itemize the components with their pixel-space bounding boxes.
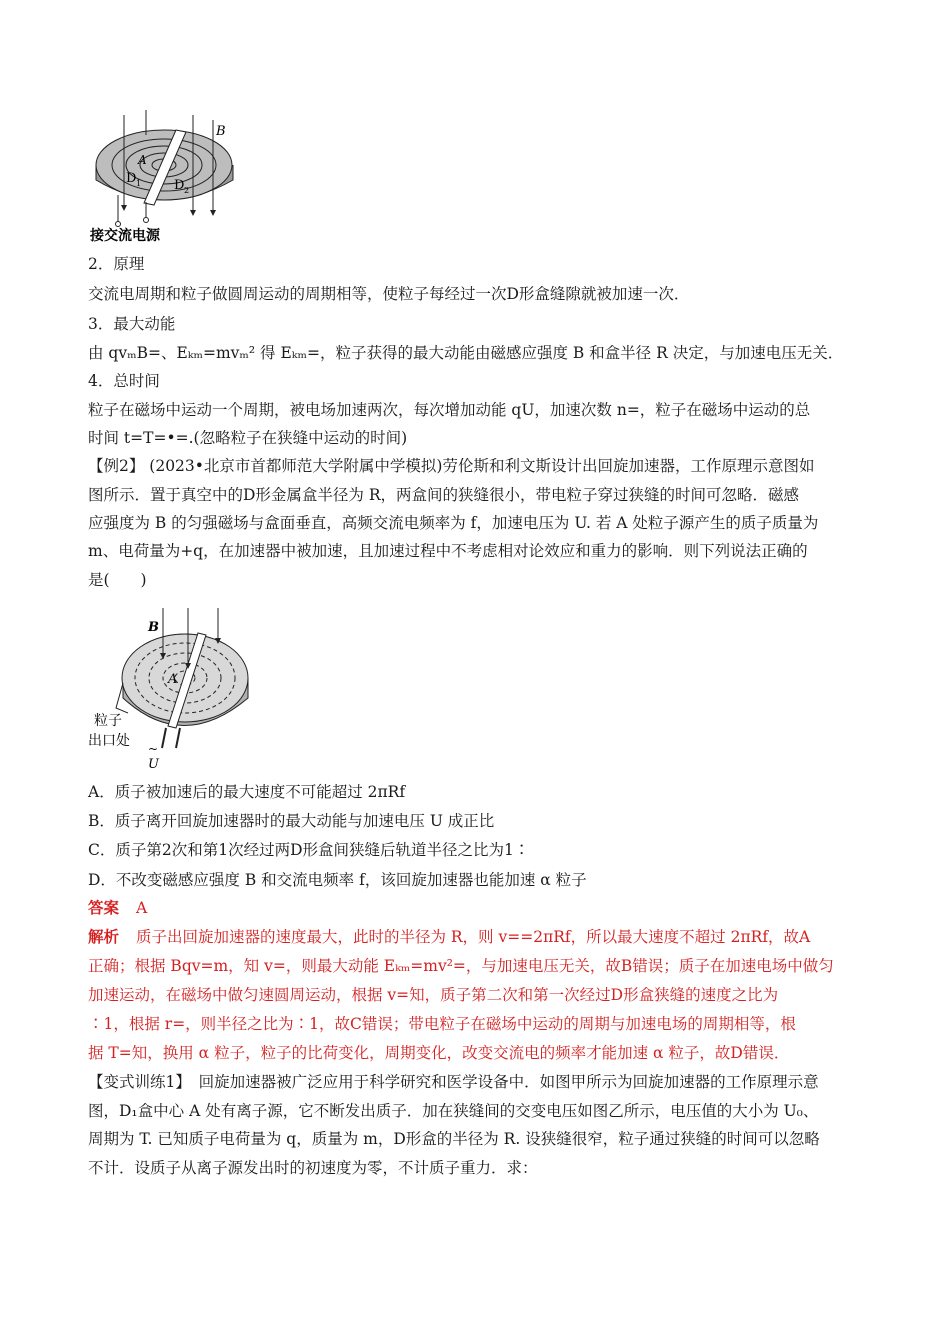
figure1-label-d2: D [174,178,185,193]
section3-heading: 3．最大动能 [88,315,176,333]
example2-line: 应强度为 B 的匀强磁场与盒面垂直，高频交流电频率为 f，加速电压为 U. 若 A 处粒子源产生的质子质量为 [88,514,819,532]
example2-line: 图所示．置于真空中的D形金属盒半径为 R，两盒间的狭缝很小，带电粒子穿过狭缝的时间可忽略．磁感 [88,486,800,504]
analysis-line: ∶1，根据 r=，则半径之比为∶1，故C错误；带电粒子在磁场中运动的周期与加速电场的周期相等，根 [88,1015,796,1033]
answer-row [88,897,147,919]
answer-value: A [135,899,148,917]
cyclotron-figure-1 [88,110,248,245]
section4-line2: 时间 t=T=•=.(忽略粒子在狭缝中运动的时间) [88,429,408,447]
section3-text: 由 qvₘB=、Eₖₘ=mvₘ² 得 Eₖₘ=，粒子获得的最大动能由磁感应强度 B 和盒半径 R 决定，与加速电压无关． [88,344,844,362]
example2-line: 是( ) [88,571,147,589]
section4-line1: 粒子在磁场中运动一个周期，被电场加速两次，每次增加动能 qU，加速次数 n=，粒子在磁场中运动的总 [88,401,811,419]
option-b: B．质子离开回旋加速器时的最大动能与加速电压 U 成正比 [88,812,495,830]
figure2-label-u: U [148,757,159,772]
variant1-line: 不计．设质子从离子源发出时的初速度为零，不计质子重力．求： [88,1159,538,1177]
figure1-label-d2-sub: 2 [184,186,190,195]
analysis-line: 正确；根据 Bqv=m，知 v=，则最大动能 Eₖₘ=mv²=，与加速电压无关，故B错误；质子在加速电场中做匀 [88,957,834,975]
section2-text: 交流电周期和粒子做圆周运动的周期相等，使粒子每经过一次D形盒缝隙就被加速一次． [88,285,690,303]
variant1-line: 图，D₁盒中心 A 处有离子源，它不断发出质子．加在狭缝间的交变电压如图乙所示，电压值的大小为 U₀、 [88,1102,819,1120]
example2-line: 【例2】 (2023•北京市首都师范大学附属中学模拟)劳伦斯和利文斯设计出回旋加速器，工作原理示意图如 [88,457,815,475]
analysis-line: 质子出回旋加速器的速度最大，此时的半径为 R，则 v==2πRf，所以最大速度不超过 2πRf，故A [135,928,811,946]
answer-label: 答案 [88,898,120,917]
figure1-caption: 接交流电源 [90,228,160,244]
section2-heading: 2．原理 [88,255,145,273]
analysis-row-1 [88,926,810,948]
analysis-line: 据 T=知，换用 α 粒子，粒子的比荷变化，周期变化，改变交流电的频率才能加速 α 粒子，故D错误． [88,1044,790,1062]
section4-heading: 4．总时间 [88,372,160,390]
analysis-label: 解析 [88,927,120,946]
figure2-exit-label-1: 粒子 [94,713,122,729]
variant1-line: 【变式训练1】 回旋加速器被广泛应用于科学研究和医学设备中．如图甲所示为回旋加速器的工作原理示意 [88,1073,819,1091]
analysis-line: 加速运动，在磁场中做匀速圆周运动，根据 v=知，质子第二次和第一次经过D形盒狭缝的速度之比为 [88,986,779,1004]
option-a: A．质子被加速后的最大速度不可能超过 2πRf [88,783,406,801]
figure2-label-a: A [168,672,178,687]
figure2-exit-label-2: 出口处 [88,733,130,749]
example2-line: m、电荷量为+q，在加速器中被加速，且加速过程中不考虑相对论效应和重力的影响．则下列说法正确的 [88,542,808,560]
figure2-label-b: B [148,620,159,635]
option-d: D．不改变磁感应强度 B 和交流电频率 f，该回旋加速器也能加速 α 粒子 [88,871,587,889]
figure1-label-a: A [138,153,147,167]
option-c: C．质子第2次和第1次经过两D形盒间狭缝后轨道半径之比为1∶ [88,841,530,859]
figure1-label-d1-sub: 1 [136,179,142,188]
variant1-line: 周期为 T. 已知质子电荷量为 q，质量为 m，D形盒的半径为 R. 设狭缝很窄，粒子通过狭缝的时间可以忽略 [88,1130,820,1148]
figure1-label-b: B [216,124,226,139]
figure1-label-d1: D [126,171,137,186]
figure2-tilde: ~ [148,742,159,756]
cyclotron-figure-2 [88,603,263,773]
